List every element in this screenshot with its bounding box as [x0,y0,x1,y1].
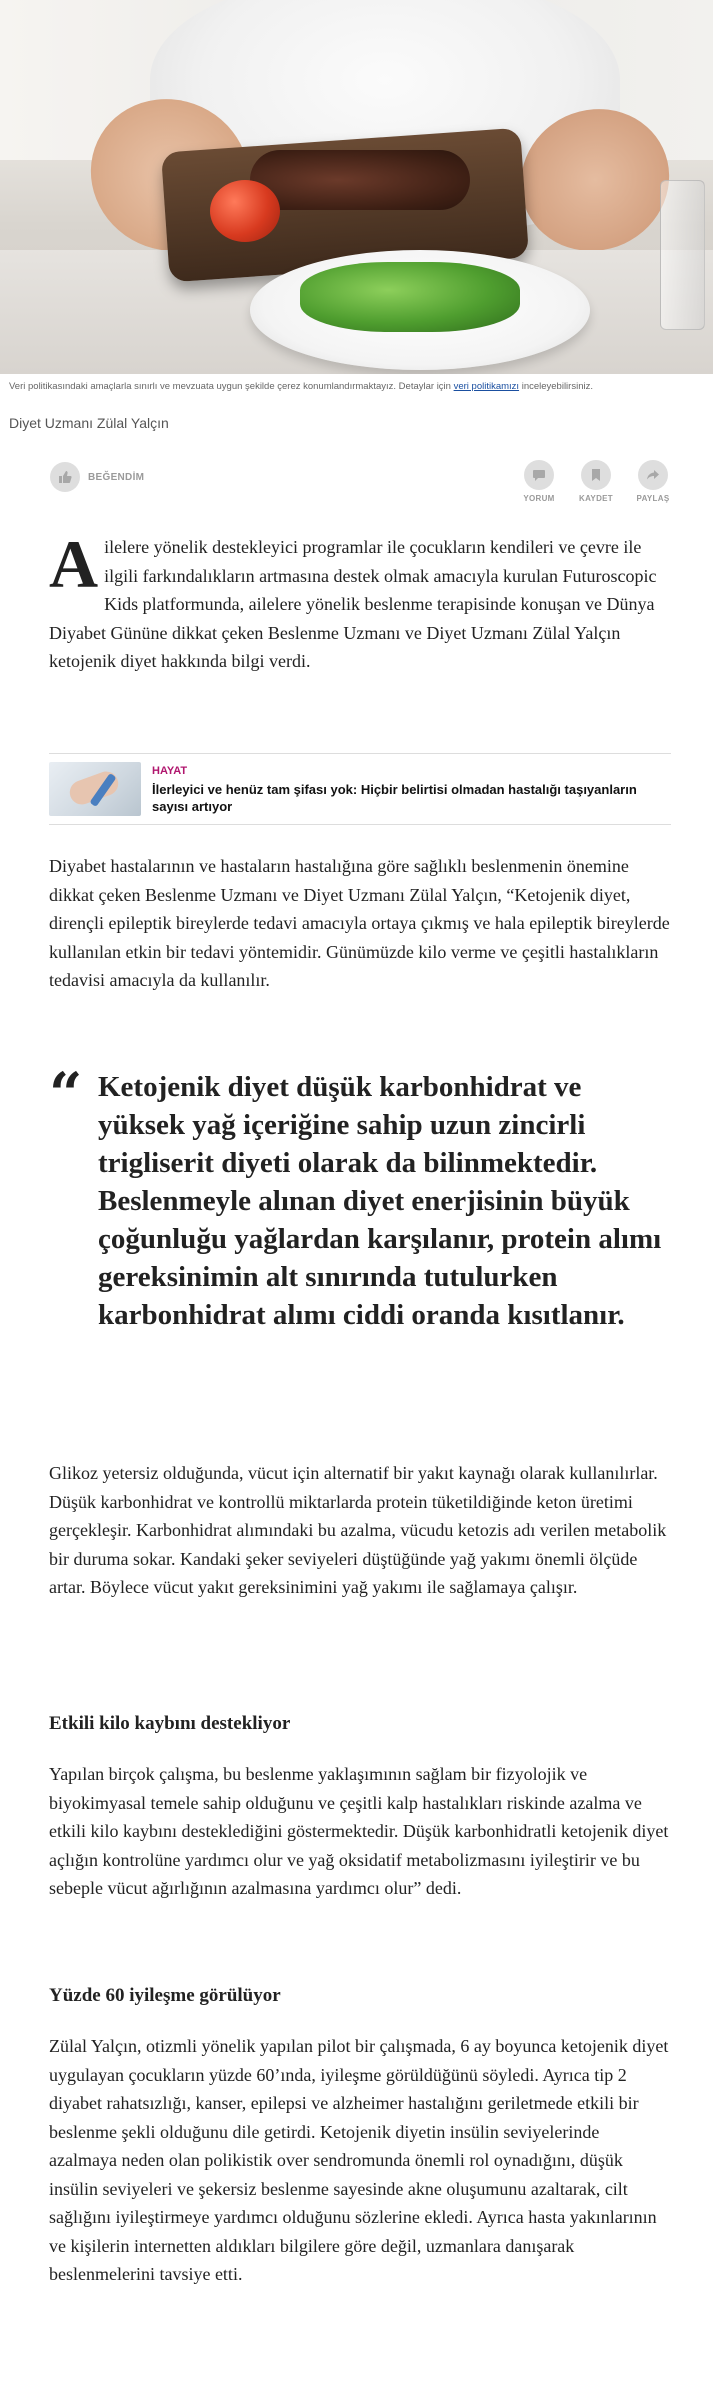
paragraph-1: Diyabet hastalarının ve hastaların hastalığına göre sağlıklı beslenmenin önemine dikkat çeken Beslenme Uzmanı ve Diyet Uzmanı Zülal Yalçın, “Ketojenik diyet, dirençli epileptik bireylerde tedavi amacıyla ortaya çıkmış ve hala epileptik bireylerde kullanılan etkin bir tedavi yöntemidir. Günümüzde kilo verme ve çeşitli hastalıkların tedavisi amacıyla da kullanılır. [49,856,670,990]
image-byline: Diyet Uzmanı Zülal Yalçın [9,415,169,431]
comment-label: YORUM [523,494,555,503]
paragraph-4: Zülal Yalçın, otizmli yönelik yapılan pilot bir çalışmada, 6 ay boyunca ketojenik diyet uygulayan çocukların yüzde 60’ında, iyileşme görüldüğünü söyledi. Ayrıca tip 2 diyabet rahatsızlığı, kanser, epilepsi ve alzheimer hastalığını geriletmede etkili bir beslenme şekli olduğunu dile getirdi. Ketojenik diyetin insülin seviyelerinde azalmaya neden olan polikistik over sendromunda önemli rol oynadığını, düşük insülin seviyeleri ve şekersiz beslenme sayesinde akne oluşumunu azaltarak, cilt sağlığını iyileştirmeye yardımcı olduğunu sözlerine ekledi. Ayrıca hasta yakınlarının ve kişilerin internetten aldıkları bilgilere göre değil, uzmanlara danışarak beslenmelerini tavsiye etti. [49,2036,669,2284]
quote-mark-icon: “ [49,1060,83,1128]
cookie-caption [9,380,709,394]
privacy-policy-link[interactable]: veri politikamızı [453,381,520,392]
grilled-meat [250,150,470,210]
share-button[interactable] [630,460,676,503]
paragraph-3: Yapılan birçok çalışma, bu beslenme yaklaşımının sağlam bir fizyolojik ve biyokimyasal temele sahip olduğunu ve çeşitli kalp hastalıkları riskinde azalma ve etkili kilo kaybını desteklediğini göstermektedir. Düşük karbonhidratli ketojenik diyet açlığın kontrolüne yardımcı olur ve yağ oksidatif metabolizmasını iyileştirir ve bu sebeple vücut ağırlığının azalmasına yardımcı olur” dedi. [49,1764,669,1898]
drop-cap: A [49,526,99,602]
paragraph-2: Glikoz yetersiz olduğunda, vücut için alternatif bir yakıt kaynağı olarak kullanılırlar. Düşük karbonhidrat ve kontrollü miktarlarda protein tüketildiğinde keton üretimi gerçekleşir. Karbonhidrat alımındaki bu azalma, vücudu ketozis adı verilen metabolik bir duruma sokar. Kandaki şeker seviyeleri düştüğünde yağ yakımı önemli ölçüde artar. Böylece vücut yakıt gereksinimini yağ yakımı ile sağlamaya çalışır. [49,1463,667,1597]
article-lead [49,526,671,676]
share-arrow-icon [638,460,668,490]
bookmark-icon [581,460,611,490]
related-category: HAYAT [152,765,188,777]
thumbs-up-icon [50,462,80,492]
subheading-improvement: Yüzde 60 iyileşme görülüyor [49,1985,281,2006]
lead-text: ilelere yönelik destekleyici programlar ile çocukların kendileri ve çevre ile ilgili farkındalıkların artmasına destek olmak amacıyla kurulan Futuroscopic Kids platformunda, ailelere yönelik beslenme terapisinde konuşan ve Dünya Diyabet Gününe dikkat çeken Beslenme Uzmanı ve Diyet Uzmanı Zülal Yalçın ketojenik diyet hakkında bilgi verdi. [49,537,657,671]
save-label: KAYDET [579,494,613,503]
related-article-card[interactable] [49,753,671,825]
share-label: PAYLAŞ [636,494,670,503]
like-button[interactable] [50,462,144,492]
related-thumbnail [49,762,141,816]
caption-text-before: Veri politikasındaki amaçlarla sınırlı ve mevzuata uygun şekilde çerez konumlandırmaktayız. Detaylar için [9,381,454,392]
save-button[interactable] [573,460,619,503]
salad-greens [300,262,520,332]
hero-image [0,0,713,374]
caption-text-after: inceleyebilirsiniz. [519,381,593,392]
grilled-tomato [210,180,280,242]
pull-quote-text: Ketojenik diyet düşük karbonhidrat ve yüksek yağ içeriğine sahip uzun zincirli trigliserit diyeti olarak da bilinmektedir. Beslenmeyle alınan diyet enerjisinin büyük çoğunluğu yağlardan karşılanır, protein alımı gereksinimin alt sınırında tutulurken karbonhidrat alımı ciddi oranda kısıtlanır. [98,1071,662,1331]
comment-button[interactable] [516,460,562,503]
subheading-weight-loss: Etkili kilo kaybını destekliyor [49,1713,291,1734]
action-bar [50,458,675,516]
related-title[interactable]: İlerleyici ve henüz tam şifası yok: Hiçbir belirtisi olmadan hastalığı taşıyanların sayısı artıyor [152,782,637,814]
water-glass [660,180,705,330]
like-label: BEĞENDİM [88,471,145,483]
comment-icon [524,460,554,490]
